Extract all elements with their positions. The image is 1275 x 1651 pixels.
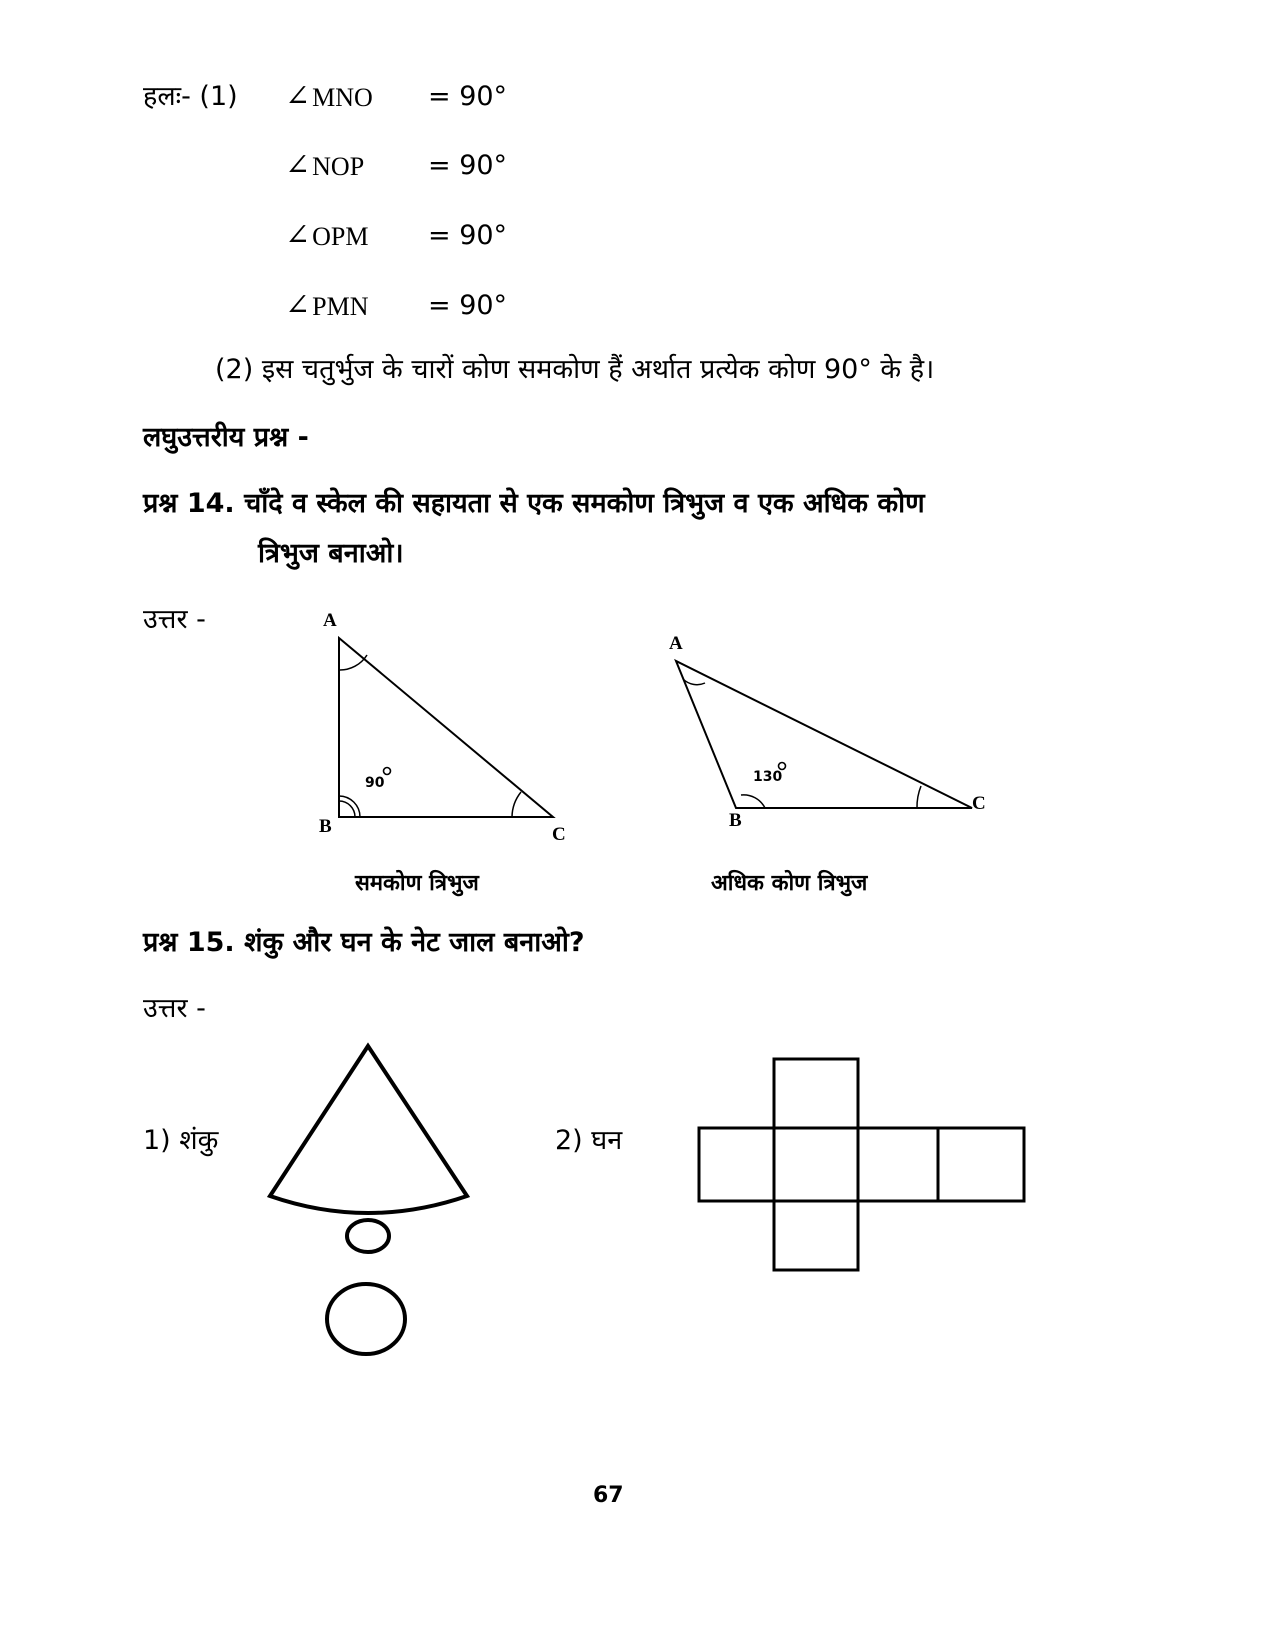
cone-base-circle xyxy=(327,1284,405,1354)
cube-face-left xyxy=(699,1128,774,1201)
angle-value-2: = 90° xyxy=(428,150,508,181)
vertex-label-b: B xyxy=(319,816,332,837)
vertex-label-c: C xyxy=(552,824,566,845)
question-15: प्रश्न 15. शंकु और घन के नेट जाल बनाओ? xyxy=(143,927,585,958)
cube-face-top xyxy=(774,1059,858,1128)
angle-value-1: = 90° xyxy=(428,81,508,112)
angle-symbol: ∠ xyxy=(285,219,311,252)
angle-value-3: = 90° xyxy=(428,220,508,251)
cube-face-right xyxy=(858,1128,938,1201)
angle-name: PMN xyxy=(312,292,369,321)
section-title: लघुउत्तरीय प्रश्न - xyxy=(143,422,309,453)
solution-label: हलः- (1) xyxy=(143,81,238,112)
angle-label-90: 90 xyxy=(365,775,385,791)
cone-label: 1) शंकु xyxy=(143,1125,219,1156)
vertex-label-c2: C xyxy=(972,793,986,814)
angle-symbol: ∠ xyxy=(285,289,311,322)
vertex-label-a: A xyxy=(323,610,337,631)
question-14-line-2: त्रिभुज बनाओ। xyxy=(258,538,404,569)
angle-label-130: 130 xyxy=(753,769,783,785)
cube-label: 2) घन xyxy=(555,1125,623,1156)
angle-symbol: ∠ xyxy=(285,80,311,113)
cube-face-bottom xyxy=(774,1201,858,1270)
question-14-line-1: प्रश्न 14. चाँदे व स्केल की सहायता से एक समकोण त्रिभुज व एक अधिक कोण xyxy=(143,488,925,519)
angle-name: MNO xyxy=(312,83,373,112)
cube-face-far-right xyxy=(938,1128,1024,1201)
answer-label-14: उत्तर - xyxy=(143,604,206,635)
answer-label-15: उत्तर - xyxy=(143,993,206,1024)
angle-symbol: ∠ xyxy=(285,149,311,182)
angle-name: NOP xyxy=(312,152,365,181)
cone-small-circle xyxy=(347,1220,389,1252)
cone-sector xyxy=(270,1046,467,1213)
vertex-label-a2: A xyxy=(669,633,683,654)
caption-obtuse-triangle: अधिक कोण त्रिभुज xyxy=(711,871,868,896)
angle-value-4: = 90° xyxy=(428,290,508,321)
cube-face-center xyxy=(774,1128,858,1201)
page-number: 67 xyxy=(593,1483,624,1508)
cone-net xyxy=(270,1046,467,1354)
solution-point-2: (2) इस चतुर्भुज के चारों कोण समकोण हैं अर्थात प्रत्येक कोण 90° के है। xyxy=(215,354,935,385)
vertex-label-b2: B xyxy=(729,810,742,831)
cube-net xyxy=(699,1059,1024,1270)
angle-name: OPM xyxy=(312,222,369,251)
caption-right-triangle: समकोण त्रिभुज xyxy=(355,871,479,896)
